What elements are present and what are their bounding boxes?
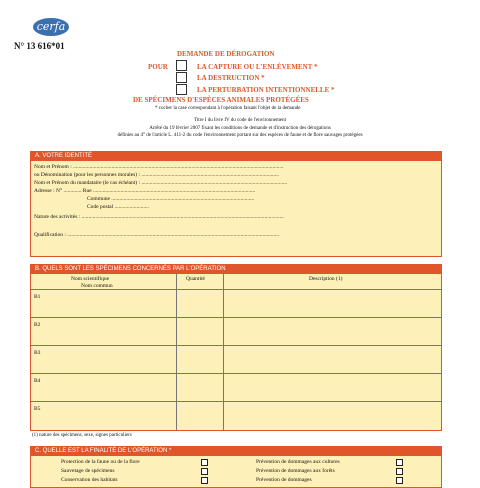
address-field[interactable]: Adresse : N° ............. Rue ...................................................................................................................... (34, 188, 256, 194)
purpose-crops-checkbox[interactable] (396, 459, 403, 466)
purpose-damage: Prévention de dommages (256, 477, 312, 483)
destruction-checkbox[interactable] (176, 72, 187, 83)
row-b2[interactable]: B2 (34, 322, 41, 328)
section-a-title: A. VOTRE IDENTITÉ (31, 152, 441, 161)
header-opt3: LA PERTURBATION INTENTIONNELLE * (197, 86, 335, 94)
section-c-title: C. QUELLE EST LA FINALITÉ DE L'OPÉRATION * (31, 447, 441, 456)
purpose-habitats: Conservation des habitats (61, 477, 118, 483)
cerfa-logo: cerfa (33, 18, 69, 36)
row-b4[interactable]: B4 (34, 378, 41, 384)
legal-line1: Titre I du livre IV du code de l'environnement (194, 118, 286, 123)
row-b5[interactable]: B5 (34, 406, 41, 412)
qualification-field[interactable]: Qualification : .......................................................................................................................................................... (34, 232, 280, 238)
purpose-rescue: Sauvetage de spécimens (61, 468, 115, 474)
col-quantity: Quantité (186, 276, 205, 282)
section-b-title: B. QUELS SONT LES SPÉCIMENS CONCERNÉS PAR L'OPÉRATION (31, 265, 441, 274)
mandataire-field[interactable]: Nom et Prénom du mandataire (le cas échéant) : .......................................................................................................... (34, 180, 288, 186)
col-description: Description (1) (309, 276, 343, 282)
legal-line3: définies au 4° de l'article L. 411-2 du code l'environnement portant sur des espèces de faune et de flore sauvages protégées (117, 133, 363, 138)
purpose-protection: Protection de la faune ou de la flore (61, 459, 140, 465)
header-pour: POUR (148, 63, 168, 71)
header-note: * cocher la case correspondant à l'opération faisant l'objet de la demande (155, 106, 301, 111)
section-specimens (30, 264, 442, 431)
row-b1[interactable]: B1 (34, 294, 41, 300)
purpose-habitats-checkbox[interactable] (201, 477, 208, 484)
header-line1: DEMANDE DE DÉROGATION (177, 50, 275, 58)
section-purpose (30, 446, 442, 488)
header-opt2: LA DESTRUCTION * (197, 74, 265, 82)
specimen-footnote: (1) nature des spécimens, sexe, signes particuliers (32, 433, 132, 438)
postal-code-field[interactable]: Code postal ......................... (87, 204, 149, 210)
purpose-damage-checkbox[interactable] (396, 477, 403, 484)
purpose-forests-checkbox[interactable] (396, 468, 403, 475)
form-number: N° 13 616*01 (14, 41, 65, 51)
legal-line2: Arrêté du 19 février 2007 fixant les conditions de demande et d'instruction des dérogations (149, 126, 331, 131)
header-line5: DE SPÉCIMENS D'ESPÈCES ANIMALES PROTÉGÉES (133, 96, 309, 104)
activities-field[interactable]: Nature des activités : ................................................................................................................................................... (34, 214, 284, 220)
purpose-rescue-checkbox[interactable] (201, 468, 208, 475)
col-common-name: Nom commun (81, 283, 113, 289)
header-opt1: LA CAPTURE OU L'ENLÈVEMENT * (197, 63, 318, 71)
name-field[interactable]: Nom et Prénom : ......................................................................................................................................................... (34, 164, 284, 170)
section-identity (30, 151, 442, 257)
row-b3[interactable]: B3 (34, 350, 41, 356)
col-scientific-name: Nom scientifique (71, 276, 110, 282)
purpose-forests: Prévention de dommages aux forêts (256, 468, 335, 474)
commune-field[interactable]: Commune ........................................................................................................ (87, 196, 255, 202)
purpose-protection-checkbox[interactable] (201, 459, 208, 466)
denomination-field[interactable]: ou Dénomination (pour les personnes morales) : .................................................................................................... (34, 172, 279, 178)
perturbation-checkbox[interactable] (176, 84, 187, 95)
capture-checkbox[interactable] (176, 60, 187, 71)
purpose-crops: Prévention de dommages aux cultures (256, 459, 340, 465)
